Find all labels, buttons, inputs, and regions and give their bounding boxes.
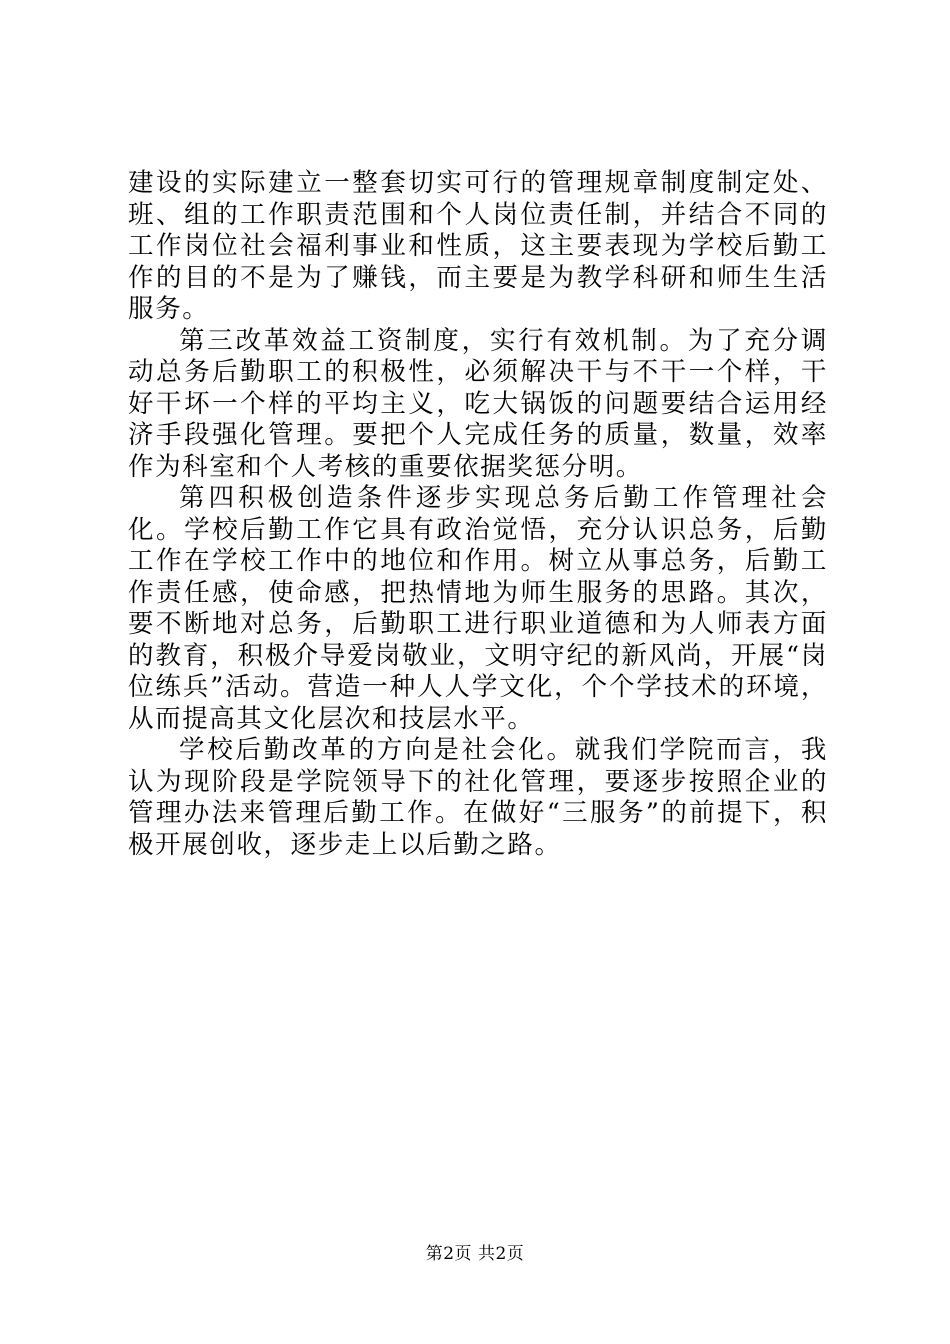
paragraph-4: 学校后勤改革的方向是社会化。就我们学院而言，我认为现阶段是学院领导下的社化管理，要逐步按照企业的管理办法来管理后勤工作。在做好“三服务”的前提下，积极开展创收，逐步走上以后勤之路。 [128, 735, 828, 860]
paragraph-3: 第四积极创造条件逐步实现总务后勤工作管理社会化。学校后勤工作它具有政治觉悟，充分认识总务，后勤工作在学校工作中的地位和作用。树立从事总务，后勤工作责任感，使命感，把热情地为师生服务的思路。其次，要不断地对总务，后勤职工进行职业道德和为人师表方面的教育，积极介导爱岗敬业，文明守纪的新风尚，开展“岗位练兵”活动。营造一种人人学文化，个个学技术的环境，从而提高其文化层次和技层水平。 [128, 483, 828, 734]
paragraph-2: 第三改革效益工资制度，实行有效机制。为了充分调动总务后勤职工的积极性，必须解决干与不干一个样，干好干坏一个样的平均主义，吃大锅饭的问题要结合运用经济手段强化管理。要把个人完成任务的质量，数量，效率作为科室和个人考核的重要依据奖惩分明。 [128, 325, 828, 482]
page-number-footer: 第2页 共2页 [425, 1244, 525, 1264]
paragraph-1: 建设的实际建立一整套切实可行的管理规章制度制定处、班、组的工作职责范围和个人岗位责任制，并结合不同的工作岗位社会福利事业和性质，这主要表现为学校后勤工作的目的不是为了赚钱，而主要是为教学科研和师生生活服务。 [128, 168, 828, 324]
document-body [128, 168, 828, 861]
